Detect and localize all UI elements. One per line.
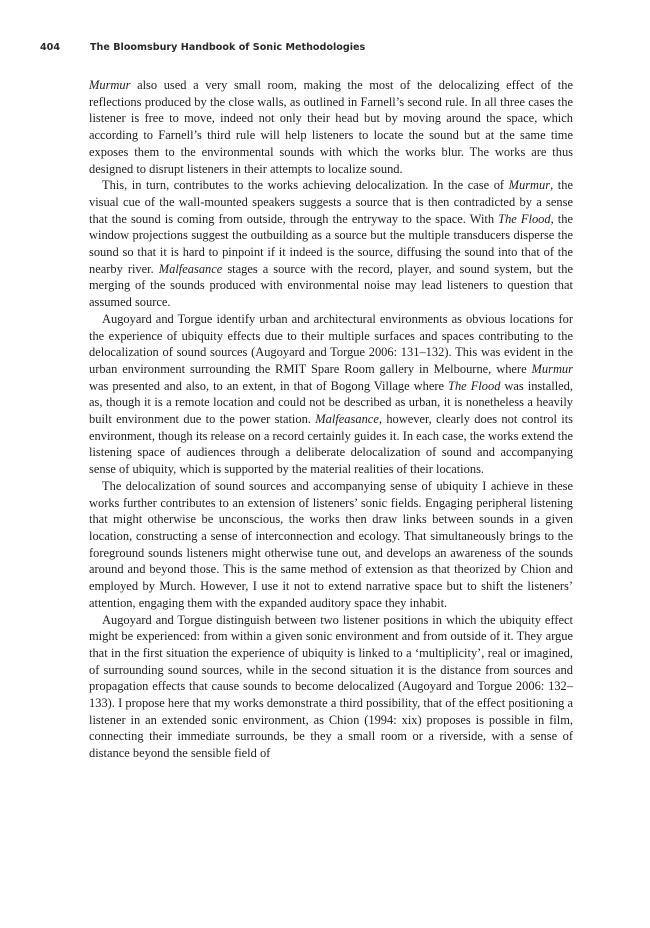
running-header — [40, 41, 580, 55]
body-text — [89, 77, 573, 762]
book-title: The Bloomsbury Handbook of Sonic Methodologies — [90, 42, 366, 53]
paragraph: Augoyard and Torgue distinguish between two listener positions in which the ubiquity effect might be experienced: from within a given sonic environment and from outside of it. They argue that in the first situation the experience of ubiquity is linked to a ‘multiplicity’, real or imagined, of surrounding sound sources, while in the second situation it is the distance from sources and propagation effects that cause sounds to become delocalized (Augoyard and Torgue 2006: 132–133). I propose here that my works demonstrate a third possibility, that of the effect positioning a listener in an extended sonic environment, as Chion (1994: xix) proposes is possible in film, connecting their immediate surrounds, be they a small room or a riverside, with a sense of distance beyond the sensible field of — [89, 612, 573, 761]
paragraph: Augoyard and Torgue identify urban and architectural environments as obvious locations for the experience of ubiquity effects due to their multiple surfaces and spaces contributing to the delocalization of sound sources (Augoyard and Torgue 2006: 131–132). This was evident in the urban environment surrounding the RMIT Spare Room gallery in Melbourne, where Murmur was presented and also, to an extent, in that of Bogong Village where The Flood was installed, as, though it is a remote location and could not be described as urban, it is nonetheless a heavily built environment due to the power station. Malfeasance, however, clearly does not control its environment, though its release on a record certainly guides it. In each case, the works extend the listening space of audiences through a deliberate delocalization of sound and accompanying sense of ubiquity, which is supported by the material realities of their locations. — [89, 311, 574, 477]
paragraph: This, in turn, contributes to the works achieving delocalization. In the case of Murmur, the visual cue of the wall-mounted speakers suggests a source that is then contradicted by a sense that the sound is coming from outside, through the entryway to the space. With The Flood, the window projections suggest the outbuilding as a source but the multiple transducers disperse the sound so that it is hard to pinpoint if it indeed is the source, diffusing the sound into that of the nearby river. Malfeasance stages a source with the record, player, and sound system, but the merging of the sounds produced with environmental noise may lead listeners to question that assumed source. — [89, 178, 573, 310]
page-number: 404 — [40, 42, 61, 53]
paragraph: Murmur also used a very small room, making the most of the delocalizing effect of the reflections produced by the close walls, as outlined in Farnell’s second rule. In all three cases the listener is free to move, indeed not only their head but by moving around the space, which according to Farnell’s third rule will help listeners to locate the sound but at the same time exposes them to the environmental sounds with which the works blur. The works are thus designed to disrupt listeners in their attempts to localize sound. — [89, 78, 573, 176]
paragraph: The delocalization of sound sources and accompanying sense of ubiquity I achieve in these works further contributes to an extension of listeners’ sonic fields. Engaging peripheral listening that might otherwise be unconscious, the works then draw links between sounds in a given location, constructing a sense of interconnection and ecology. That simultaneously brings to the foreground sounds listeners might otherwise tune out, and develops an awareness of the sounds around and beyond those. This is the same method of extension as that theorized by Chion and employed by Murch. However, I use it not to extend narrative space but to shift the listeners’ attention, engaging them with the expanded auditory space they inhabit. — [89, 478, 573, 610]
